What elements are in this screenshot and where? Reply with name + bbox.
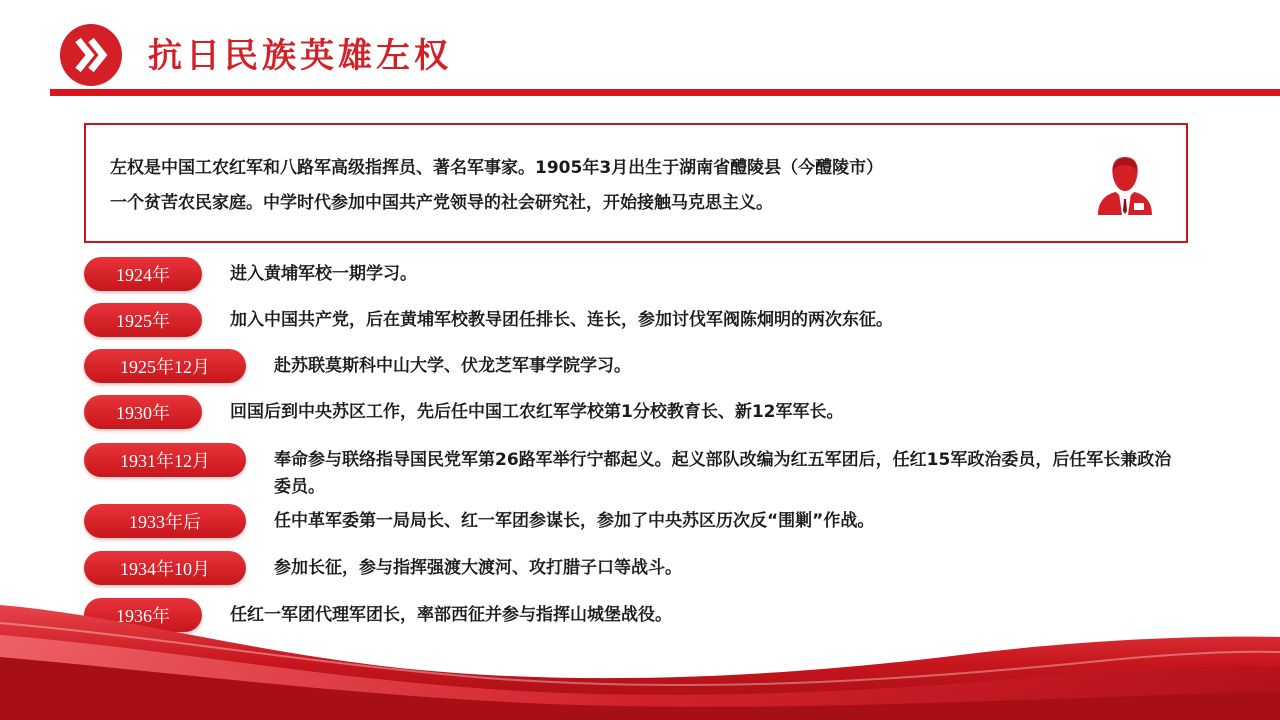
person-icon (1096, 153, 1154, 217)
intro-box (84, 123, 1188, 243)
timeline-date-1936: 1936年 (84, 598, 202, 632)
header-divider (50, 89, 1280, 96)
timeline-date-1925-12: 1925年12月 (84, 349, 246, 383)
timeline-text-1925-12: 赴苏联莫斯科中山大学、伏龙芝军事学院学习。 (274, 356, 631, 376)
timeline-date-1925: 1925年 (84, 303, 202, 337)
double-chevron-right-icon (60, 24, 122, 86)
timeline-text-1930: 回国后到中央苏区工作，先后任中国工农红军学校第1分校教育长、新12军军长。 (230, 402, 844, 422)
decorative-red-ribbon (0, 595, 1280, 720)
timeline-text-1933: 任中革军委第一局局长、红一军团参谋长，参加了中央苏区历次反“围剿”作战。 (274, 511, 875, 531)
timeline-date-1931-12: 1931年12月 (84, 443, 246, 477)
page-title: 抗日民族英雄左权 (148, 36, 452, 76)
timeline-date-1933: 1933年后 (84, 504, 246, 538)
timeline-text-1934-10: 参加长征，参与指挥强渡大渡河、攻打腊子口等战斗。 (274, 558, 682, 578)
intro-line-2: 一个贫苦农民家庭。中学时代参加中国共产党领导的社会研究社，开始接触马克思主义。 (110, 193, 773, 213)
header-badge (60, 24, 122, 86)
intro-line-1: 左权是中国工农红军和八路军高级指挥员、著名军事家。1905年3月出生于湖南省醴陵县（今醴陵市） (110, 158, 884, 178)
timeline-text-1936: 任红一军团代理军团长，率部西征并参与指挥山城堡战役。 (230, 605, 672, 625)
timeline-date-1930: 1930年 (84, 395, 202, 429)
intro-text (110, 151, 1080, 221)
timeline-date-1934-10: 1934年10月 (84, 551, 246, 585)
timeline-text-1924: 进入黄埔军校一期学习。 (230, 264, 417, 284)
timeline-text-1931-12: 奉命参与联络指导国民党军第26路军举行宁都起义。起义部队改编为红五军团后，任红15军政治委员，后任军长兼政治委员。 (274, 450, 1172, 497)
timeline-date-1924: 1924年 (84, 257, 202, 291)
timeline-text-1925: 加入中国共产党，后在黄埔军校教导团任排长、连长，参加讨伐军阀陈炯明的两次东征。 (230, 310, 893, 330)
